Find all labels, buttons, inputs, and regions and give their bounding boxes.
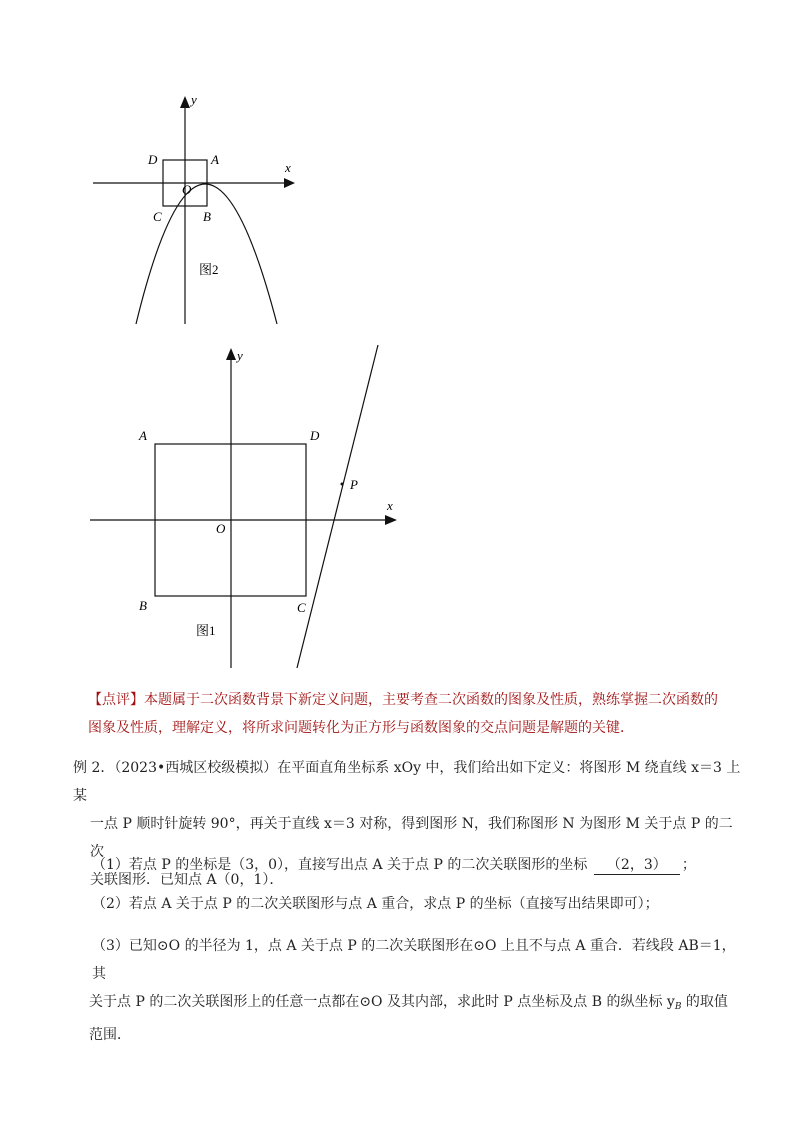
fig1-label-c: C <box>297 600 306 615</box>
fig1-label-b: B <box>139 598 147 613</box>
fig2-label-c: C <box>153 209 162 224</box>
question-3-line-3: 范围． <box>89 1027 131 1043</box>
example-line-3: 关联图形．已知点 A（0，1）． <box>90 872 284 888</box>
fig1-line <box>297 345 378 668</box>
question-3-line-2: 关于点 P 的二次关联图形上的任意一点都在⊙O 及其内部，求此时 P 点坐标及点 B 的纵坐标 $y_B$ 的取值 <box>89 994 728 1012</box>
fig2-label-x: x <box>285 160 291 175</box>
comment-line-2: 图象及性质，理解定义，将所求问题转化为正方形与函数图象的交点问题是解题的关键． <box>88 720 634 736</box>
fig2-label-y: y <box>191 92 197 107</box>
y-subscript: B <box>674 1002 682 1012</box>
question-3 <box>89 932 742 1049</box>
fig1-label-y: y <box>237 348 243 363</box>
example-line-1: 例 2．（2023•西城区校级模拟）在平面直角坐标系 xOy 中，我们给出如下定义：将图形 M 绕直线 x＝3 上某 <box>73 760 741 804</box>
fig2-label-a: A <box>211 152 219 167</box>
fig1-y-arrow <box>226 348 236 360</box>
fig2-y-arrow <box>180 96 190 108</box>
comment-tag: 【点评】 <box>88 692 144 708</box>
fig2-x-arrow <box>284 178 295 188</box>
fig2-label-b: B <box>203 209 211 224</box>
fig1-point-p <box>341 483 344 486</box>
fig1-x-arrow <box>385 515 397 525</box>
fig1-label-x: x <box>387 498 393 513</box>
fig2-label-o: O <box>182 182 192 197</box>
fig2-caption: 图2 <box>199 262 219 277</box>
question-3-line-1: （3）已知⊙O 的半径为 1，点 A 关于点 P 的二次关联图形在⊙O 上且不与点 A 重合．若线段 AB＝1，其 <box>92 938 736 982</box>
fig1-caption: 图1 <box>196 623 216 638</box>
question-1-answer: （2，3） <box>594 856 680 875</box>
comment-line-1: 【点评】本题属于二次函数背景下新定义问题，主要考查二次函数的图象及性质，熟练掌握二次函数的 <box>88 692 718 708</box>
fig1-label-a: A <box>139 428 147 443</box>
question-1: （1）若点 P 的坐标是（3，0），直接写出点 A 关于点 P 的二次关联图形的坐标 （2，3） ； <box>92 857 696 873</box>
figure-1 <box>85 340 405 675</box>
example-line-2: 一点 P 顺时针旋转 90°，再关于直线 x＝3 对称，得到图形 N，我们称图形 N 为图形 M 关于点 P 的二次 <box>90 816 733 860</box>
figure-2 <box>85 90 315 330</box>
question-2: （2）若点 A 关于点 P 的二次关联图形与点 A 重合，求点 P 的坐标（直接写出结果即可）； <box>92 896 659 912</box>
fig1-label-o: O <box>216 521 226 536</box>
comment-block <box>88 686 738 742</box>
fig1-label-d: D <box>310 428 320 443</box>
fig1-label-p: P <box>350 477 358 492</box>
fig2-label-d: D <box>148 152 158 167</box>
